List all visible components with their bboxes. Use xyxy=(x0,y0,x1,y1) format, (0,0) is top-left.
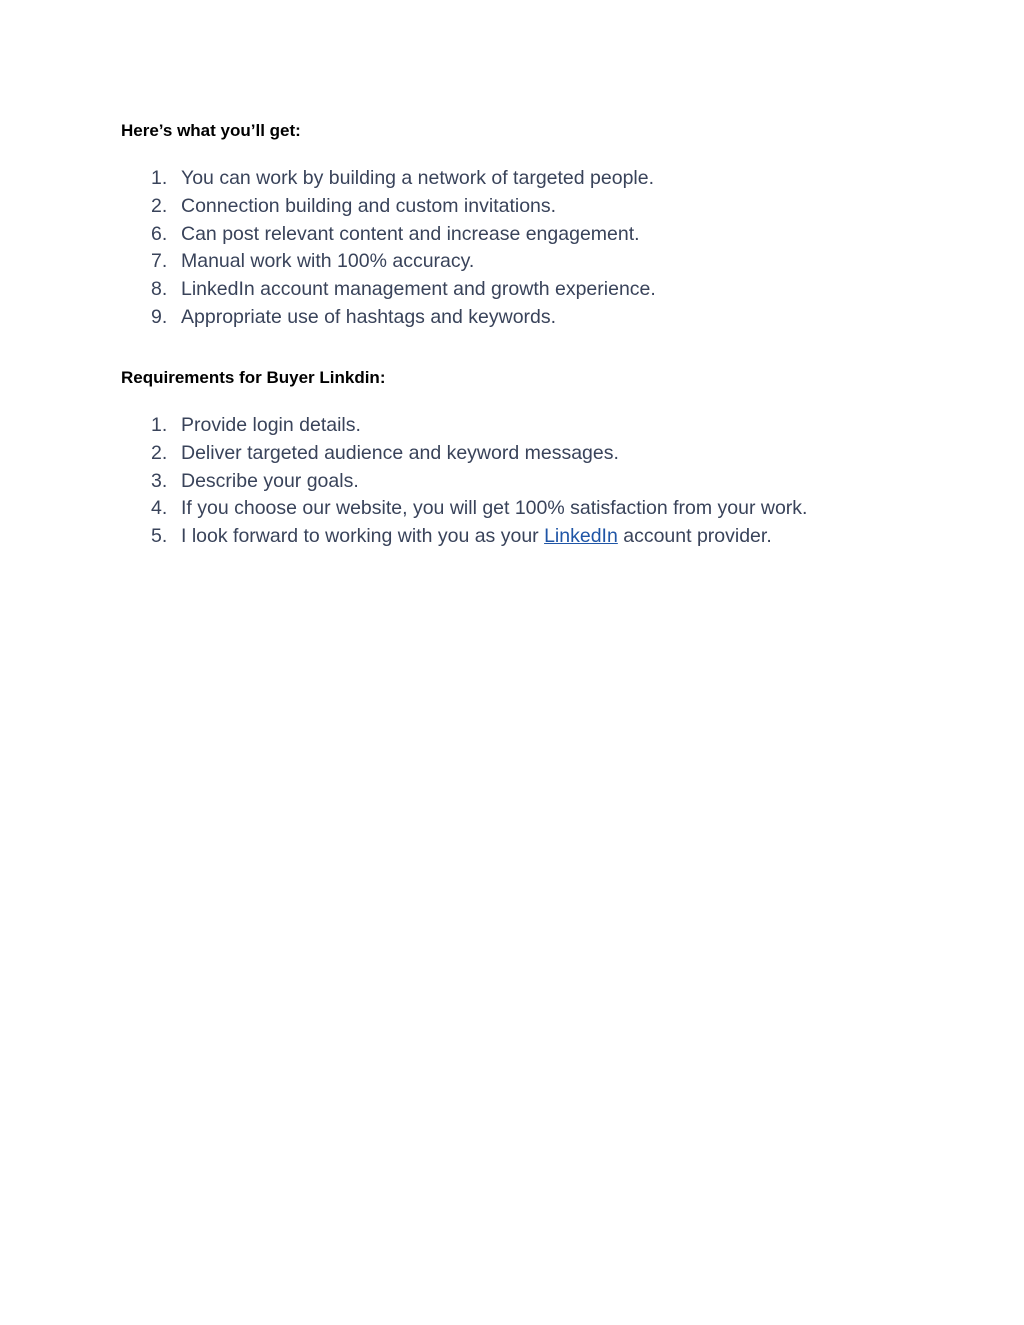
linkedin-link[interactable]: LinkedIn xyxy=(544,525,618,547)
list-item-text: LinkedIn account management and growth experience. xyxy=(181,278,656,300)
list-item-number: 2. xyxy=(151,194,168,217)
list-item-text: Provide login details. xyxy=(181,414,361,436)
list-item-number: 1. xyxy=(151,167,168,189)
list-item-text: Appropriate use of hashtags and keywords. xyxy=(181,305,557,328)
list-item-text: Can post relevant content and increase engagement. xyxy=(181,222,640,245)
list-item-text: You can work by building a network of targeted people. xyxy=(181,167,655,189)
list-item-text: Deliver targeted audience and keyword messages. xyxy=(181,441,619,464)
list-item-number: 2. xyxy=(151,441,168,464)
list-item-number: 7. xyxy=(151,250,168,273)
list-item-number: 6. xyxy=(151,222,168,245)
list-item-number: 8. xyxy=(151,278,168,300)
list-item-text-before-link: I look forward to working with you as your xyxy=(181,525,545,547)
list-item-text: Connection building and custom invitations. xyxy=(181,194,557,217)
list-item-number: 9. xyxy=(151,305,168,328)
list-item-text: Describe your goals. xyxy=(181,469,359,492)
list-item-text: If you choose our website, you will get 100% satisfaction from your work. xyxy=(181,497,808,520)
list-item-number: 5. xyxy=(151,525,168,547)
list-item-text xyxy=(181,523,772,551)
list-item-text: Manual work with 100% accuracy. xyxy=(181,250,475,273)
list-item-number: 3. xyxy=(151,469,168,492)
list-item-number: 1. xyxy=(151,414,168,436)
section-heading-what-you-get: Here’s what you’ll get: xyxy=(121,121,301,140)
section-heading-requirements: Requirements for Buyer Linkdin: xyxy=(121,368,386,387)
list-item-number: 4. xyxy=(151,497,168,520)
list-item-text-after-link: account provider. xyxy=(617,525,772,547)
